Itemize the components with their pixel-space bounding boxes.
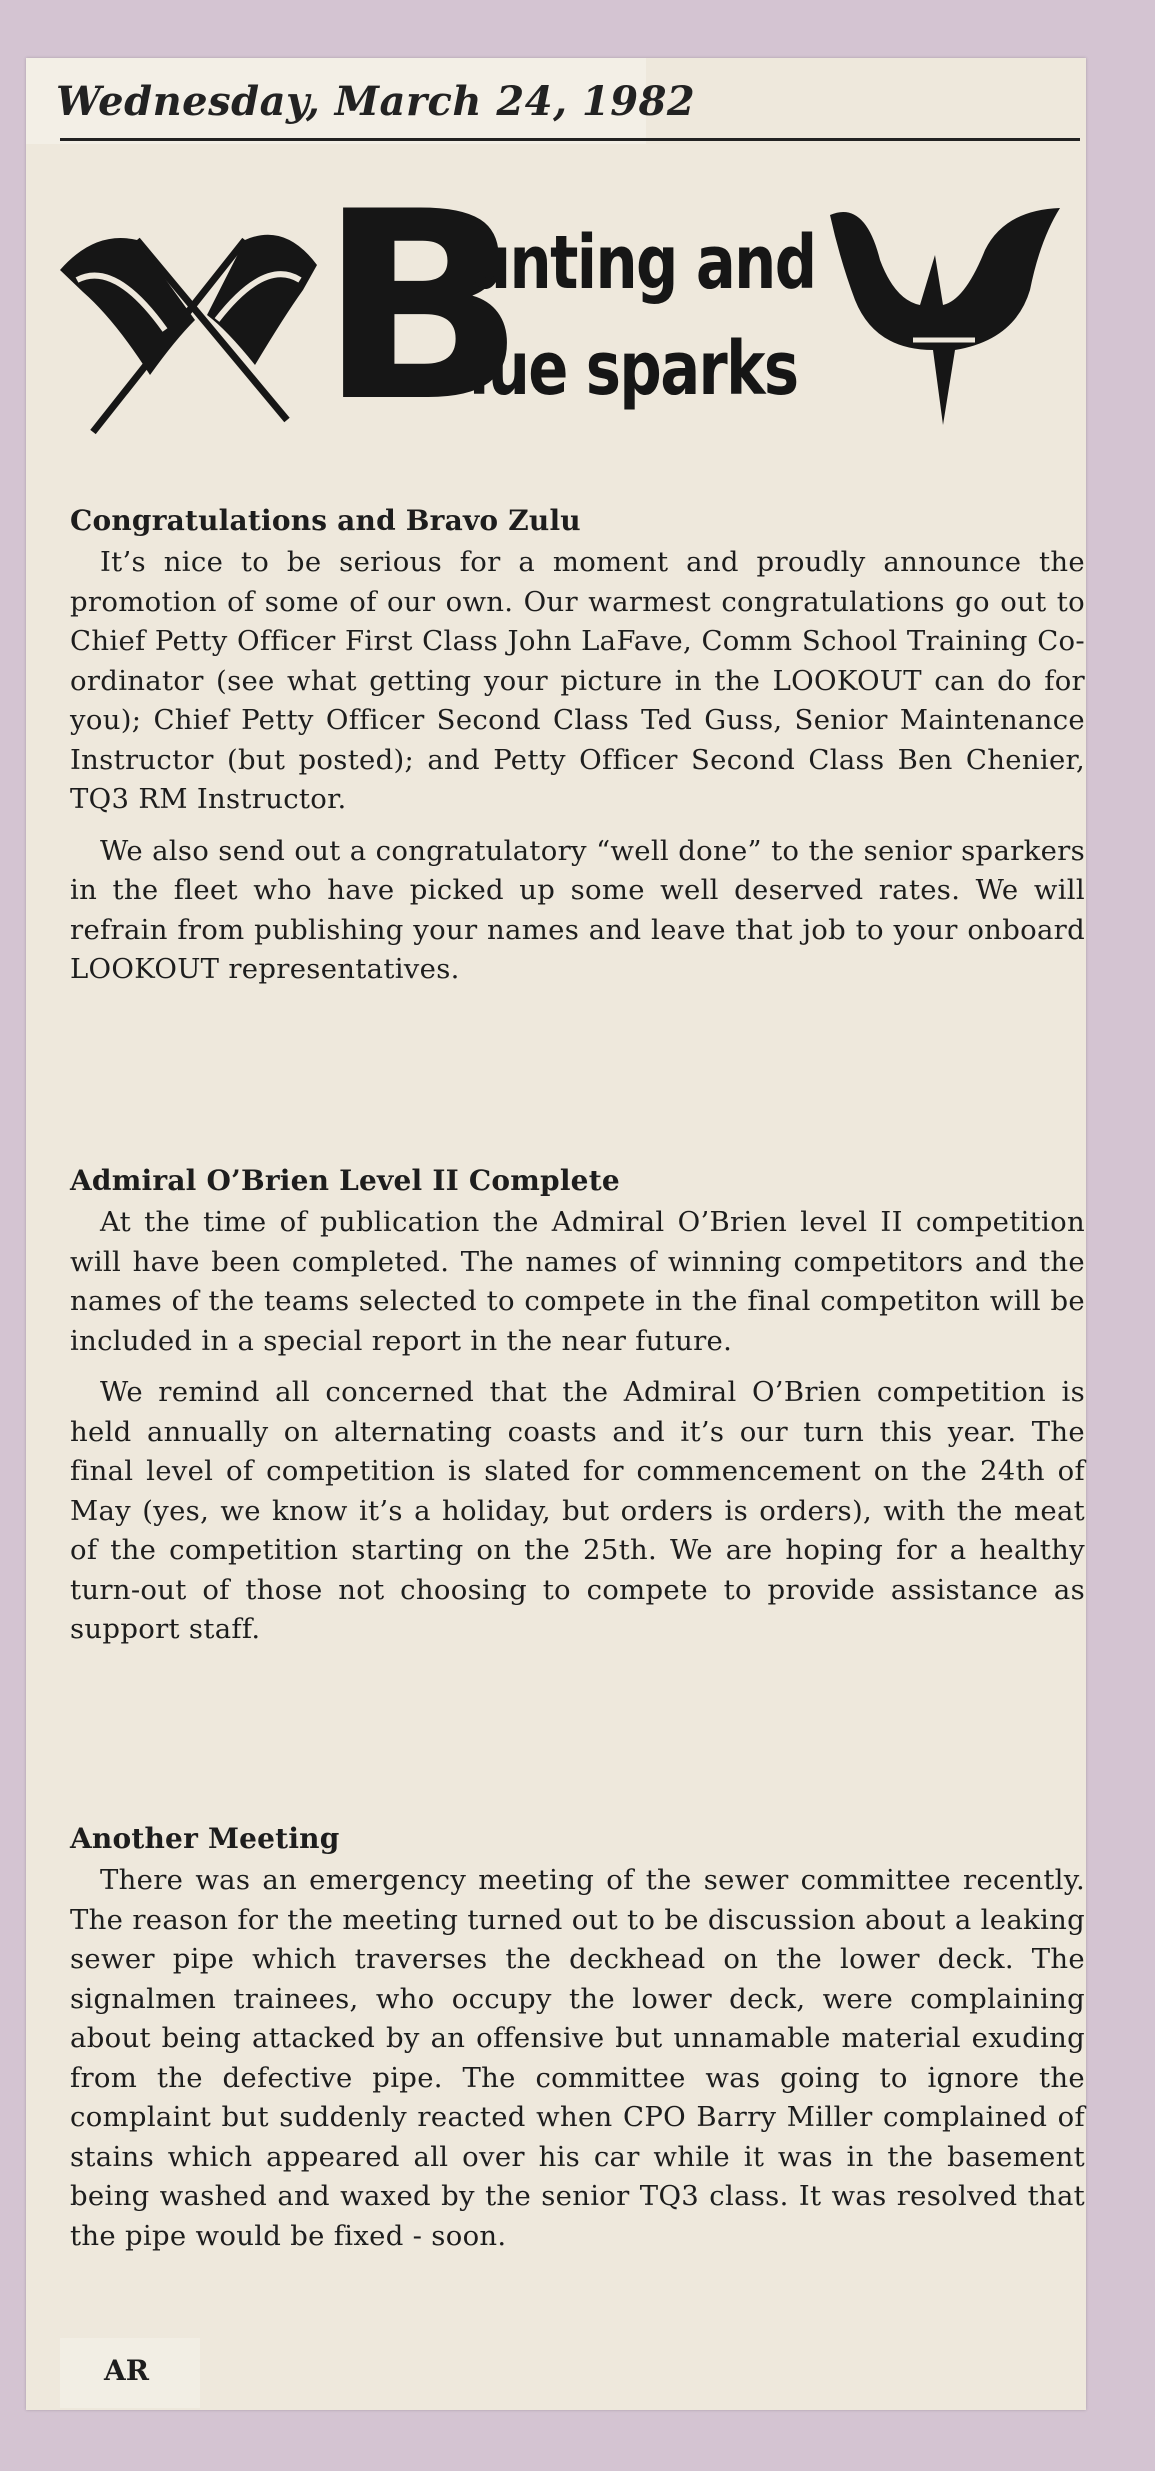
column-masthead [55, 157, 1075, 459]
publication-date: Wednesday, March 24, 1982 [56, 78, 696, 125]
paragraph: It’s nice to be serious for a moment and proudly announce the promotion of some of our own. Our warmest congratulations go out to Chief Petty Officer First Class John LaFave, Comm School Training Co-ordinator (see what getting your picture in the LOOKOUT can do for you); Chief Petty Officer Second Class Ted Guss, Senior Maintenance Instructor (but posted); and Petty Officer Second Class Ben Chenier, TQ3 RM Instructor. [70, 546, 1085, 815]
paragraph: We remind all concerned that the Admiral O’Brien competition is held annually on alternating coasts and it’s our turn this year. The final level of competition is slated for commencement on the 24th of May (yes, we know it’s a holiday, but orders is orders), with the meat of the competition starting on the 25th. We are hoping for a healthy turn-out of those not choosing to compete to provide assistance as support staff. [70, 1376, 1085, 1645]
masthead-line-1: unting and [469, 220, 816, 306]
masthead-initial: B [318, 157, 527, 459]
paragraph: At the time of publication the Admiral O’Brien level II competition will have been completed. The names of winning competitors and the names of the teams selected to compete in the final competiton will be included in a special report in the near future. [70, 1206, 1085, 1357]
lightning-wing-icon [825, 200, 1075, 430]
section-admiral-obrien [70, 1164, 1085, 1650]
section-another-meeting [70, 1822, 1085, 2256]
author-signature: AR [104, 2354, 149, 2387]
section-heading: Admiral O’Brien Level II Complete [70, 1164, 620, 1197]
paragraph: There was an emergency meeting of the sewer committee recently. The reason for the meeting turned out to be discussion about a leaking sewer pipe which traverses the deckhead on the lower deck. The signalmen trainees, who occupy the lower deck, were complaining about being attacked by an offensive but unnamable material exuding from the defective pipe. The committee was going to ignore the complaint but suddenly reacted when CPO Barry Miller complained of stains which appeared all over his car while it was in the basement being washed and waxed by the senior TQ3 class. It was resolved that the pipe would be fixed - soon. [70, 1864, 1085, 2252]
paragraph: We also send out a congratulatory “well done” to the senior sparkers in the fleet who have picked up some well deserved rates. We will refrain from publishing your names and leave that job to your onboard LOOKOUT representatives. [70, 834, 1085, 985]
date-rule [60, 138, 1080, 141]
section-heading: Congratulations and Bravo Zulu [70, 504, 581, 537]
masthead-line-2: lue sparks [469, 326, 798, 412]
section-heading: Another Meeting [70, 1822, 340, 1855]
crossed-flags-icon [55, 210, 325, 440]
section-congratulations [70, 504, 1085, 990]
